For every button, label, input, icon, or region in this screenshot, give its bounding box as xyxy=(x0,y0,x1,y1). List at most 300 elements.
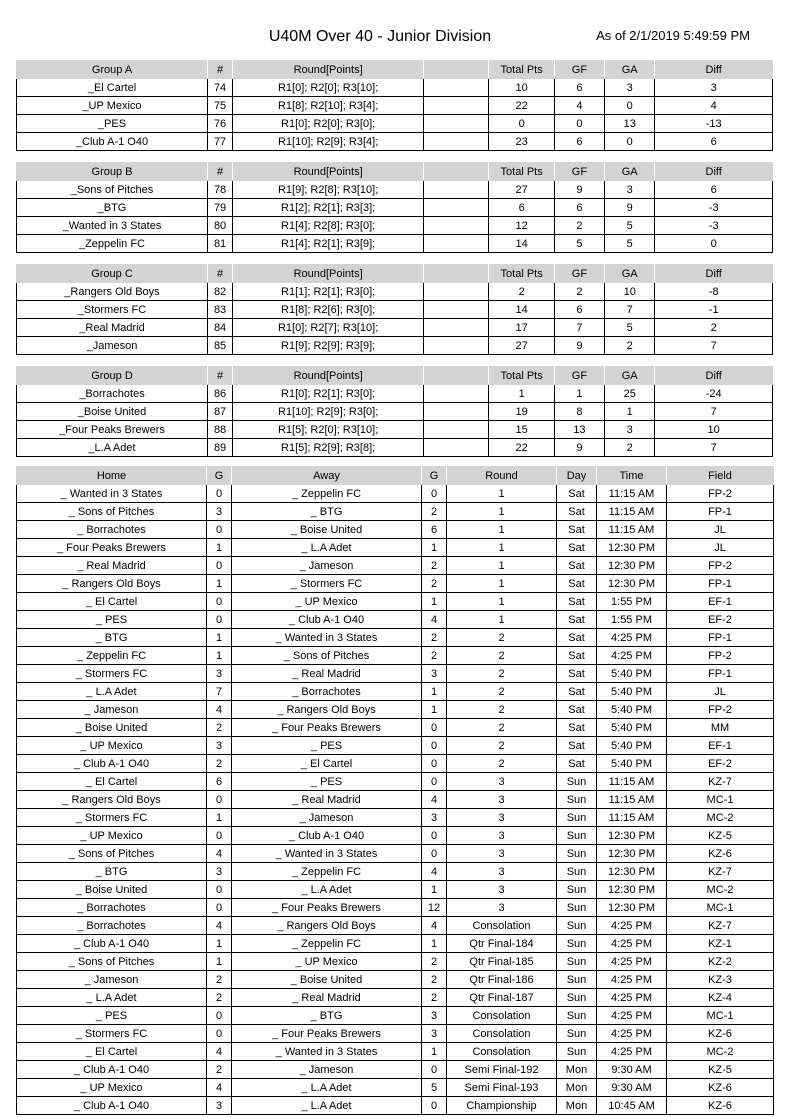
day: Sun xyxy=(557,989,597,1007)
round: 3 xyxy=(447,791,557,809)
goals-against: 5 xyxy=(605,235,655,253)
time: 4:25 PM xyxy=(597,935,667,953)
group-column-header: Total Pts xyxy=(489,367,554,385)
team-name: _El Cartel xyxy=(17,79,208,97)
day: Sat xyxy=(557,503,597,521)
home-goals: 2 xyxy=(207,719,232,737)
round-points: R1[8]; R2[6]; R3[0]; xyxy=(233,301,424,319)
field: EF-1 xyxy=(667,593,774,611)
away-team: _ Zeppelin FC xyxy=(232,863,422,881)
table-row xyxy=(17,1025,774,1043)
round: 1 xyxy=(447,557,557,575)
time: 11:15 AM xyxy=(597,809,667,827)
home-goals: 4 xyxy=(207,845,232,863)
away-goals: 1 xyxy=(422,1043,447,1061)
total-points: 6 xyxy=(489,199,554,217)
time: 4:25 PM xyxy=(597,971,667,989)
schedule-column-header: Home xyxy=(17,467,207,485)
time: 4:25 PM xyxy=(597,953,667,971)
table-row xyxy=(17,503,774,521)
round-points: R1[9]; R2[8]; R3[10]; xyxy=(233,181,424,199)
home-team: _ Rangers Old Boys xyxy=(17,791,207,809)
group-column-header: # xyxy=(208,61,233,79)
round: 1 xyxy=(447,521,557,539)
home-team: _ Stormers FC xyxy=(17,665,207,683)
day: Sun xyxy=(557,773,597,791)
round: Consolation xyxy=(447,917,557,935)
group-header-row xyxy=(17,163,773,181)
home-goals: 0 xyxy=(207,521,232,539)
team-name: _Rangers Old Boys xyxy=(17,283,208,301)
round: Championship xyxy=(447,1097,557,1115)
away-goals: 0 xyxy=(422,755,447,773)
table-row xyxy=(17,791,774,809)
away-goals: 2 xyxy=(422,503,447,521)
total-points: 23 xyxy=(489,133,554,151)
away-team: _ Rangers Old Boys xyxy=(232,917,422,935)
blank-cell xyxy=(424,199,489,217)
away-goals: 2 xyxy=(422,971,447,989)
round: 3 xyxy=(447,827,557,845)
away-goals: 0 xyxy=(422,719,447,737)
group-column-header xyxy=(424,61,489,79)
table-row xyxy=(17,593,774,611)
table-row xyxy=(17,575,774,593)
round: 1 xyxy=(447,575,557,593)
time: 9:30 AM xyxy=(597,1061,667,1079)
home-team: _ Sons of Pitches xyxy=(17,503,207,521)
goals-against: 2 xyxy=(605,439,655,457)
goals-for: 9 xyxy=(554,181,604,199)
table-row xyxy=(17,337,773,355)
table-row xyxy=(17,485,774,503)
table-row xyxy=(17,557,774,575)
away-team: _ BTG xyxy=(232,503,422,521)
home-team: _ Wanted in 3 States xyxy=(17,485,207,503)
home-goals: 0 xyxy=(207,827,232,845)
field: KZ-5 xyxy=(667,827,774,845)
group-column-header: GF xyxy=(554,367,604,385)
home-goals: 4 xyxy=(207,1079,232,1097)
away-team: _ Club A-1 O40 xyxy=(232,827,422,845)
day: Sat xyxy=(557,521,597,539)
total-points: 19 xyxy=(489,403,554,421)
group-table xyxy=(16,60,773,151)
round: 1 xyxy=(447,539,557,557)
group-column-header: # xyxy=(208,265,233,283)
home-goals: 0 xyxy=(207,611,232,629)
field: MM xyxy=(667,719,774,737)
field: KZ-6 xyxy=(667,1079,774,1097)
home-team: _ Club A-1 O40 xyxy=(17,755,207,773)
goals-for: 5 xyxy=(554,235,604,253)
round: 2 xyxy=(447,683,557,701)
away-team: _ Real Madrid xyxy=(232,989,422,1007)
table-row xyxy=(17,1097,774,1115)
group-column-header: Total Pts xyxy=(489,61,554,79)
day: Sat xyxy=(557,539,597,557)
group-column-header: Total Pts xyxy=(489,163,554,181)
table-row xyxy=(17,863,774,881)
home-goals: 0 xyxy=(207,557,232,575)
field: MC-1 xyxy=(667,899,774,917)
goals-against: 2 xyxy=(605,337,655,355)
goals-for: 1 xyxy=(554,385,604,403)
schedule-column-header: G xyxy=(422,467,447,485)
goals-against: 7 xyxy=(605,301,655,319)
team-name: _Borrachotes xyxy=(17,385,208,403)
home-goals: 0 xyxy=(207,1007,232,1025)
group-column-header: Total Pts xyxy=(489,265,554,283)
table-row xyxy=(17,1043,774,1061)
home-team: _ Zeppelin FC xyxy=(17,647,207,665)
home-goals: 4 xyxy=(207,917,232,935)
goal-diff: -24 xyxy=(655,385,773,403)
group-table xyxy=(16,264,773,355)
round: Qtr Final-184 xyxy=(447,935,557,953)
blank-cell xyxy=(424,319,489,337)
table-row xyxy=(17,199,773,217)
goals-for: 8 xyxy=(554,403,604,421)
away-team: _ PES xyxy=(232,737,422,755)
round: 3 xyxy=(447,809,557,827)
away-goals: 1 xyxy=(422,701,447,719)
team-name: _Sons of Pitches xyxy=(17,181,208,199)
team-name: _Club A-1 O40 xyxy=(17,133,208,151)
home-team: _ Four Peaks Brewers xyxy=(17,539,207,557)
table-row xyxy=(17,953,774,971)
round: 1 xyxy=(447,503,557,521)
table-row xyxy=(17,989,774,1007)
time: 12:30 PM xyxy=(597,557,667,575)
time: 4:25 PM xyxy=(597,989,667,1007)
away-team: _ UP Mexico xyxy=(232,953,422,971)
field: MC-2 xyxy=(667,881,774,899)
round-points: R1[0]; R2[0]; R3[0]; xyxy=(233,115,424,133)
group-column-header: GA xyxy=(605,163,655,181)
day: Sat xyxy=(557,737,597,755)
field: FP-2 xyxy=(667,647,774,665)
table-row xyxy=(17,827,774,845)
goals-for: 9 xyxy=(554,439,604,457)
home-goals: 0 xyxy=(207,791,232,809)
away-goals: 1 xyxy=(422,683,447,701)
home-team: _ Borrachotes xyxy=(17,899,207,917)
round-points: R1[2]; R2[1]; R3[3]; xyxy=(233,199,424,217)
team-number: 84 xyxy=(208,319,233,337)
goals-for: 6 xyxy=(554,199,604,217)
round-points: R1[10]; R2[9]; R3[0]; xyxy=(233,403,424,421)
field: FP-1 xyxy=(667,503,774,521)
away-goals: 6 xyxy=(422,521,447,539)
goals-for: 6 xyxy=(554,133,604,151)
away-goals: 0 xyxy=(422,827,447,845)
team-number: 87 xyxy=(208,403,233,421)
group-column-header xyxy=(424,163,489,181)
field: KZ-6 xyxy=(667,1097,774,1115)
goal-diff: 7 xyxy=(655,403,773,421)
total-points: 12 xyxy=(489,217,554,235)
field: MC-2 xyxy=(667,1043,774,1061)
home-team: _ PES xyxy=(17,1007,207,1025)
group-name: Group B xyxy=(17,163,208,181)
home-goals: 7 xyxy=(207,683,232,701)
table-row xyxy=(17,701,774,719)
home-goals: 2 xyxy=(207,755,232,773)
time: 5:40 PM xyxy=(597,755,667,773)
time: 12:30 PM xyxy=(597,863,667,881)
time: 11:15 AM xyxy=(597,485,667,503)
round: 2 xyxy=(447,629,557,647)
field: KZ-7 xyxy=(667,863,774,881)
time: 1:55 PM xyxy=(597,593,667,611)
table-row xyxy=(17,439,773,457)
home-goals: 2 xyxy=(207,1061,232,1079)
away-team: _ Real Madrid xyxy=(232,665,422,683)
away-goals: 5 xyxy=(422,1079,447,1097)
away-team: _ Sons of Pitches xyxy=(232,647,422,665)
field: MC-1 xyxy=(667,1007,774,1025)
away-goals: 3 xyxy=(422,1025,447,1043)
home-team: _ L.A Adet xyxy=(17,683,207,701)
day: Sat xyxy=(557,557,597,575)
round-points: R1[0]; R2[0]; R3[10]; xyxy=(233,79,424,97)
day: Sun xyxy=(557,881,597,899)
field: JL xyxy=(667,539,774,557)
home-goals: 3 xyxy=(207,737,232,755)
round: 2 xyxy=(447,701,557,719)
away-team: _ Rangers Old Boys xyxy=(232,701,422,719)
away-goals: 0 xyxy=(422,1061,447,1079)
group-column-header xyxy=(424,265,489,283)
home-goals: 0 xyxy=(207,881,232,899)
time: 11:15 AM xyxy=(597,773,667,791)
time: 4:25 PM xyxy=(597,647,667,665)
home-team: _ Sons of Pitches xyxy=(17,953,207,971)
home-goals: 3 xyxy=(207,863,232,881)
team-number: 82 xyxy=(208,283,233,301)
away-team: _ BTG xyxy=(232,1007,422,1025)
table-row xyxy=(17,79,773,97)
table-row xyxy=(17,283,773,301)
away-goals: 1 xyxy=(422,593,447,611)
team-name: _BTG xyxy=(17,199,208,217)
home-goals: 1 xyxy=(207,629,232,647)
away-goals: 1 xyxy=(422,935,447,953)
group-column-header: GA xyxy=(605,61,655,79)
away-team: _ L.A Adet xyxy=(232,1097,422,1115)
home-team: _ BTG xyxy=(17,629,207,647)
blank-cell xyxy=(424,337,489,355)
home-team: _ Stormers FC xyxy=(17,809,207,827)
table-row xyxy=(17,235,773,253)
home-team: _ UP Mexico xyxy=(17,1079,207,1097)
goal-diff: 0 xyxy=(655,235,773,253)
day: Sat xyxy=(557,611,597,629)
table-row xyxy=(17,935,774,953)
time: 12:30 PM xyxy=(597,575,667,593)
group-table xyxy=(16,366,773,457)
day: Sat xyxy=(557,629,597,647)
time: 12:30 PM xyxy=(597,539,667,557)
table-row xyxy=(17,773,774,791)
away-team: _ Jameson xyxy=(232,1061,422,1079)
table-row xyxy=(17,217,773,235)
team-number: 89 xyxy=(208,439,233,457)
group-column-header: Round[Points] xyxy=(233,163,424,181)
team-name: _Jameson xyxy=(17,337,208,355)
table-row xyxy=(17,539,774,557)
as-of-timestamp: As of 2/1/2019 5:49:59 PM xyxy=(596,28,750,43)
home-team: _ El Cartel xyxy=(17,1043,207,1061)
team-number: 76 xyxy=(208,115,233,133)
field: FP-2 xyxy=(667,701,774,719)
round: Consolation xyxy=(447,1043,557,1061)
home-goals: 0 xyxy=(207,899,232,917)
total-points: 14 xyxy=(489,235,554,253)
day: Sun xyxy=(557,917,597,935)
goals-against: 5 xyxy=(605,319,655,337)
field: KZ-3 xyxy=(667,971,774,989)
blank-cell xyxy=(424,235,489,253)
away-goals: 0 xyxy=(422,485,447,503)
home-goals: 4 xyxy=(207,1043,232,1061)
goals-for: 13 xyxy=(554,421,604,439)
team-name: _Four Peaks Brewers xyxy=(17,421,208,439)
table-row xyxy=(17,133,773,151)
time: 1:55 PM xyxy=(597,611,667,629)
round-points: R1[4]; R2[1]; R3[9]; xyxy=(233,235,424,253)
home-team: _ UP Mexico xyxy=(17,827,207,845)
round-points: R1[5]; R2[0]; R3[10]; xyxy=(233,421,424,439)
day: Sun xyxy=(557,971,597,989)
time: 9:30 AM xyxy=(597,1079,667,1097)
day: Mon xyxy=(557,1079,597,1097)
group-column-header: GF xyxy=(554,265,604,283)
table-row xyxy=(17,97,773,115)
away-goals: 0 xyxy=(422,773,447,791)
home-team: _ El Cartel xyxy=(17,593,207,611)
schedule-table xyxy=(16,466,774,1115)
day: Sat xyxy=(557,755,597,773)
away-team: _ Wanted in 3 States xyxy=(232,1043,422,1061)
home-team: _ Borrachotes xyxy=(17,917,207,935)
away-goals: 0 xyxy=(422,845,447,863)
day: Sun xyxy=(557,845,597,863)
round-points: R1[4]; R2[8]; R3[0]; xyxy=(233,217,424,235)
field: KZ-5 xyxy=(667,1061,774,1079)
home-team: _ Jameson xyxy=(17,701,207,719)
field: EF-2 xyxy=(667,755,774,773)
home-team: _ Boise United xyxy=(17,719,207,737)
home-team: _ Club A-1 O40 xyxy=(17,935,207,953)
round-points: R1[8]; R2[10]; R3[4]; xyxy=(233,97,424,115)
day: Sun xyxy=(557,935,597,953)
field: MC-1 xyxy=(667,791,774,809)
away-goals: 12 xyxy=(422,899,447,917)
group-column-header: # xyxy=(208,367,233,385)
group-column-header: Diff xyxy=(655,61,773,79)
goals-against: 13 xyxy=(605,115,655,133)
schedule-column-header: Day xyxy=(557,467,597,485)
away-team: _ Wanted in 3 States xyxy=(232,629,422,647)
table-row xyxy=(17,629,774,647)
away-team: _ Wanted in 3 States xyxy=(232,845,422,863)
day: Sat xyxy=(557,485,597,503)
away-team: _ Four Peaks Brewers xyxy=(232,719,422,737)
time: 11:15 AM xyxy=(597,521,667,539)
away-team: _ El Cartel xyxy=(232,755,422,773)
table-row xyxy=(17,665,774,683)
team-name: _L.A Adet xyxy=(17,439,208,457)
day: Sun xyxy=(557,953,597,971)
away-team: _ Four Peaks Brewers xyxy=(232,1025,422,1043)
home-goals: 1 xyxy=(207,539,232,557)
day: Sat xyxy=(557,665,597,683)
table-row xyxy=(17,737,774,755)
group-column-header: GF xyxy=(554,163,604,181)
blank-cell xyxy=(424,421,489,439)
field: KZ-2 xyxy=(667,953,774,971)
team-name: _Wanted in 3 States xyxy=(17,217,208,235)
away-goals: 0 xyxy=(422,1097,447,1115)
field: FP-2 xyxy=(667,557,774,575)
blank-cell xyxy=(424,439,489,457)
away-goals: 3 xyxy=(422,665,447,683)
home-goals: 1 xyxy=(207,935,232,953)
home-goals: 3 xyxy=(207,1097,232,1115)
goals-against: 0 xyxy=(605,133,655,151)
time: 10:45 AM xyxy=(597,1097,667,1115)
schedule-column-header: Field xyxy=(667,467,774,485)
away-team: _ L.A Adet xyxy=(232,1079,422,1097)
day: Sun xyxy=(557,809,597,827)
goal-diff: 3 xyxy=(655,79,773,97)
goals-against: 25 xyxy=(605,385,655,403)
team-name: _Real Madrid xyxy=(17,319,208,337)
away-goals: 2 xyxy=(422,989,447,1007)
away-goals: 1 xyxy=(422,881,447,899)
field: EF-2 xyxy=(667,611,774,629)
away-goals: 4 xyxy=(422,863,447,881)
group-column-header: Round[Points] xyxy=(233,61,424,79)
home-goals: 4 xyxy=(207,701,232,719)
home-goals: 0 xyxy=(207,485,232,503)
day: Sat xyxy=(557,683,597,701)
time: 4:25 PM xyxy=(597,1007,667,1025)
round: Consolation xyxy=(447,1025,557,1043)
team-number: 79 xyxy=(208,199,233,217)
table-row xyxy=(17,917,774,935)
goal-diff: -3 xyxy=(655,217,773,235)
total-points: 15 xyxy=(489,421,554,439)
group-column-header: Round[Points] xyxy=(233,265,424,283)
away-goals: 2 xyxy=(422,557,447,575)
blank-cell xyxy=(424,301,489,319)
team-number: 85 xyxy=(208,337,233,355)
home-goals: 2 xyxy=(207,989,232,1007)
group-column-header: Diff xyxy=(655,163,773,181)
away-team: _ UP Mexico xyxy=(232,593,422,611)
away-goals: 2 xyxy=(422,575,447,593)
away-team: _ Boise United xyxy=(232,971,422,989)
group-column-header: Diff xyxy=(655,265,773,283)
field: FP-1 xyxy=(667,575,774,593)
blank-cell xyxy=(424,181,489,199)
away-team: _ Jameson xyxy=(232,809,422,827)
goals-against: 0 xyxy=(605,97,655,115)
away-goals: 4 xyxy=(422,917,447,935)
